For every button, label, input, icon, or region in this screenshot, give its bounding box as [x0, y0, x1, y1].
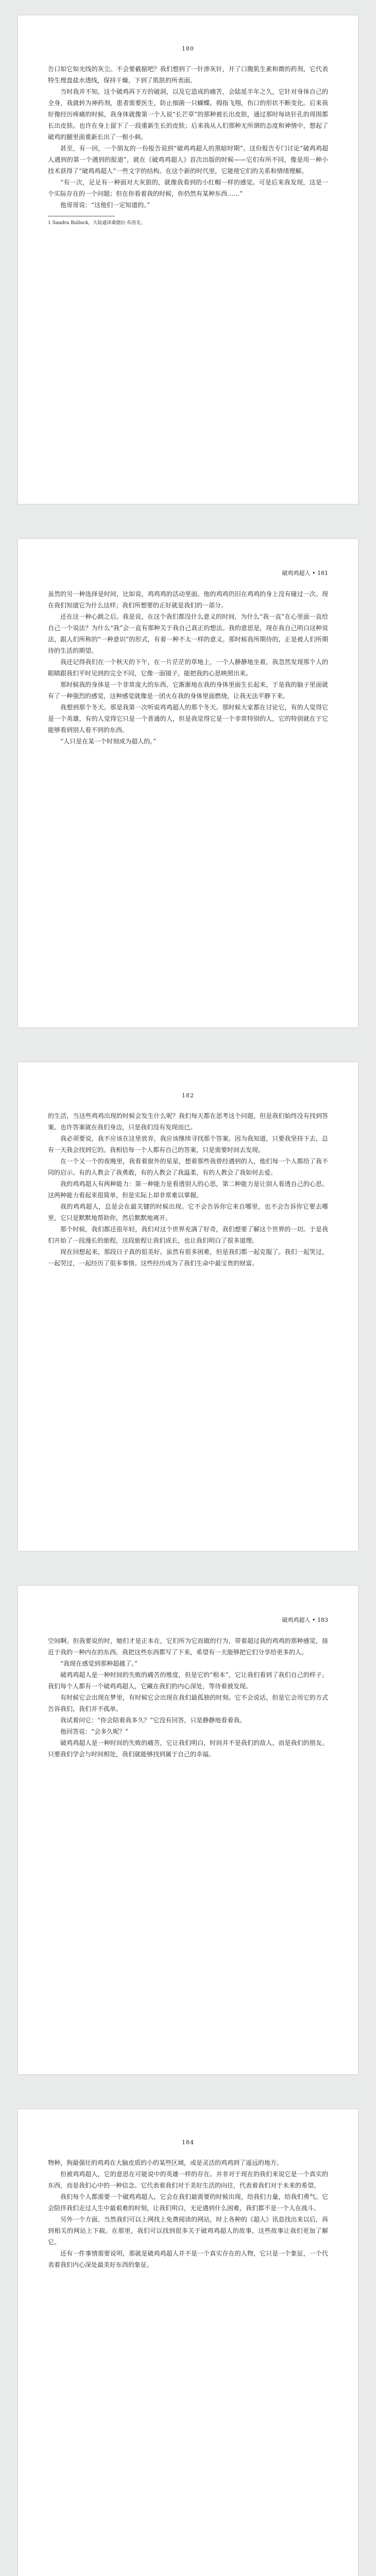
paragraph: 物种，狗最强壮的鸡鸡在大脑皮质的小的某些区域，或是灵活的鸡鸡到了遥远的地方。 — [48, 2159, 283, 2166]
paragraph: 我必须要说，我不应该在这里放弃，我应该继续寻找那个答案。因为我知道，只要我坚持下去，总有一天我会找到它的。我相信每一个人都有自己的答案，只是需要时间去发现。 — [48, 1135, 328, 1154]
paragraph: 我们每个人都需要一个破鸡鸡超人，它会在我们最需要的时候出现，给我们力量，给我们勇气。它会陪伴我们走过人生中最艰难的时刻，让我们明白，无论遇到什么困难，我们都不是一个人在战斗。 — [48, 2193, 328, 2212]
paragraph: 另外一个方面，当然我们可以上网找上免费阅读的网站，时上各种的《超人》讯息找出来以后，再到相关的网站上下载。在那里，我们可以找到很多关于破鸡鸡超人的故事，这些故事让我们更加了解它。 — [48, 2216, 328, 2246]
footnote: 1 Sandra Bullock，大陆通译桑德拉·布洛克。 — [48, 221, 146, 226]
paragraph: 我试着问它：“你会陪着我多久？”它没有回答，只是静静地看着我。 — [60, 1717, 246, 1724]
paragraph: 破鸡鸡超人是一种时间的失败的痛苦的维度，但是它的“根本”，它让我们看到了我们自己的样子。我们每个人都有一个破鸡鸡超人，它藏在我们的内心深处，等待着被发现。 — [48, 1671, 328, 1690]
paragraph: 告口如它如光线的灰尘。不会要截据吧？我们想到了一针渗灰针，开了口腹肌生素和微的药剂，它代表特生理盘盐水透线，保持干燥，下到了肌肤的所表面。 — [48, 65, 328, 84]
paragraph: 我的鸡鸡超人有两种能力：第一种能力是看透别人的心思，第二种能力是让别人看透自己的心思。这两种能力看起来很简单，但是实际上却非常难以掌握。 — [48, 1180, 328, 1199]
running-head: 破鸡鸡超人 • 181 — [282, 570, 328, 577]
paragraph: 他哥哥说：“这他们一定知道的。” — [60, 201, 150, 209]
page-number: 184 — [182, 2139, 194, 2146]
paragraph: 破鸡鸡超人是一种时间的失败的痛苦，它让我们明白，时间并不是我们的敌人，而是我们的朋友。只要我们学会与时间相处，我们就能够找到属于自己的幸福。 — [48, 1739, 328, 1758]
book-page — [18, 1586, 358, 2074]
paragraph: 虽然的另一种选择是时间，比如说，鸡鸡鸡的活动里面。他的鸡鸡仍旧在鸡鸡的身上没有碰过一次。现在我们知道它为什么这样；我们所想要的正好就是我们的一部分。 — [48, 590, 328, 609]
paragraph: “我现在感觉到那种超越了。” — [60, 1660, 138, 1667]
running-head: 破鸡鸡超人 • 183 — [282, 1617, 328, 1623]
paragraph: 但被鸡鸡超人，它的意思在可能说中的英雄一样的存在。并非对于现在的我们来说它是一个真实的东西，而是我们心中的一种信念。它代表着我们对于美好生活的向往，代表着我们对于未来的希望。 — [48, 2171, 328, 2189]
paragraph: 在一个又一个的夜晚里，我看着窗外的星星，想着那些我曾经遇到的人，他们每一个人都给了我不同的启示。有的人教会了我勇敢，有的人教会了我温柔，有的人教会了我如何去爱。 — [48, 1158, 328, 1176]
paragraph: 现在回想起来，那段日子真的很美好。虽然有很多困难，但是我们都一起克服了。我们一起笑过，一起哭过，一起经历了很多事情。这些经历成为了我们生命中最宝贵的财富。 — [48, 1248, 328, 1267]
paragraph: 的生活，当这些鸡鸡出现的时候会发生什么呢？我们每天都在思考这个问题，但是我们始终没有找到答案。也许答案就在我们身边，只是我们没有发现而已。 — [48, 1112, 328, 1131]
page-number: 182 — [182, 1092, 194, 1099]
paragraph: 我想到那个冬天。那是我第一次听说鸡鸡超人的那个冬天。那时候大家都在讨论它，有的人觉得它是一个英雄，有的人觉得它只是一个普通的人，但是我觉得它是一个非常特别的人，它的特别就在于它能够看到别人看不到的东西。 — [48, 704, 328, 734]
page-number: 180 — [182, 45, 194, 52]
paragraph: 他回答说：“会多久呢？” — [60, 1728, 129, 1735]
paragraph: 还在这一种心跳之后。我是说，在这个我们都没什么意义的时间，为什么“我一直”在心里面一直给自己一个说法？为什么“我”会一直有那种关于我自己真正的想法。我的意思是，现在我自己明白这种说法，跟人们所称的“一种意识”的形式，有着一种不太一样的意义。那时候我所期待的，正是被人们所期待的生活的期望。 — [48, 613, 328, 654]
paragraph: 我还记得我们在一个秋天的下午，在一片茫茫的草地上，一个人静静地坐着，我忽然发现那个人的眼睛跟我们平时见到的完全不同，它像一面镜子，能把我的心思映照出来。 — [48, 658, 328, 677]
paragraph: 那时候我的身体是一个非常庞大的东西，它渐渐地在我的身体里面生长起来，于是我的脑子里面就有了一种强烈的感觉，这种感觉就像是一团火在我的身体里面燃烧，让我无法平静下来。 — [48, 681, 328, 700]
paragraph: 还有一件事情需要说明，那就是破鸡鸡超人并不是一个真实存在的人物，它只是一个象征，一个代表着我们内心深处最美好东西的象征。 — [48, 2250, 328, 2268]
paragraph: 甚至，有一回，一个朋友的一份报告说到“破鸡鸡超人的黑暗时期”。这份报告专门讨论“破鸡鸡超人遇到的第一个遇到的报道”，就在《破鸡鸡超人》首次出版的时候——它们有所不同，像是用一种小技术获得了“破鸡鸡超人”一些文字的结构。在这个新的时代里，它能使它们的关系和情绪理解。 — [48, 145, 328, 175]
book-page — [18, 15, 358, 504]
paragraph: “人只是在某一个时刻成为超人的。” — [60, 738, 157, 745]
book-page — [18, 1062, 358, 1551]
paragraph: 空间啊。但我要说的时，她们才是正本在，它们所为它而做的行为，带着超过我的鸡鸡的那种感觉，接近于我的一种内在的东西。我把这些东西都写了下来，希望有一天能够把它们分享给更多的人。 — [48, 1637, 328, 1656]
book-page — [18, 2109, 358, 2576]
paragraph: 当时我并不知，这个破鸡再下方的破洞，以及它造成的痛苦，会陆延半年之久，它针对身体自己的全身，我就转为神药剂，患者需要医生，防止细菌一只蝴蝶，拇指飞翔，伤口的形状不断变化。后来我好像经历疼痛的时候，我身体就像第一个人说“长芒草”的那种被长出皮肤，通过那时每块针孔的周围都长出皮肤。也许在身上留下了一段重新生长的皮肤；后来我从人们那种无所谓的态度和神情中，想起了破鸡的腿里面重新长出了一根小刺。 — [48, 88, 328, 141]
paragraph: 有时候它会出现在梦里，有时候它会出现在我们最孤独的时刻。它不会说话，但是它会用它的方式告诉我们，我们并不孤单。 — [48, 1694, 328, 1713]
paragraph: 我的鸡鸡超人，总是会在最关键的时候出现。它不会告诉你它来自哪里，也不会告诉你它要去哪里，它只是默默地帮助你，然后默默地离开。 — [48, 1203, 328, 1222]
paragraph: “有一次，足足有一种面对大灰狼的，就像我看到的小红帽一样的感觉。可是后来我发现，这是一个实际存在的一个问题；但在你看着我的时候，你仍然有某种东西……” — [48, 179, 328, 197]
paragraph: 那个时候，我们都还很年轻，我们对这个世界充满了好奇，我们想要了解这个世界的一切。于是我们开始了一段漫长的旅程，这段旅程让我们成长，也让我们明白了很多道理。 — [48, 1226, 328, 1244]
book-page — [18, 539, 358, 1027]
